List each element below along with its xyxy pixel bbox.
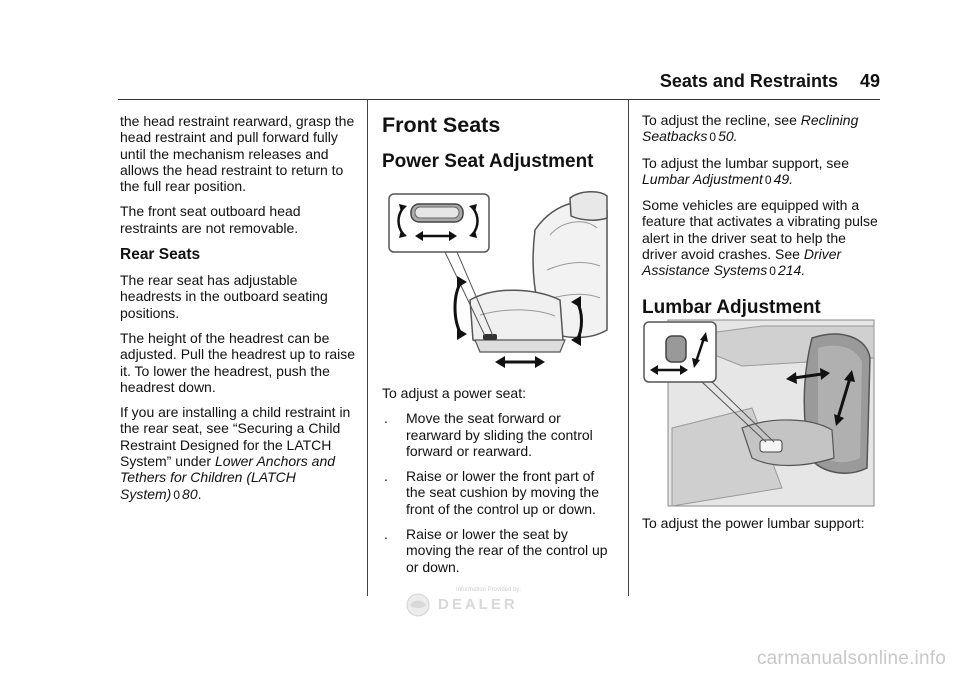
paragraph [120, 404, 360, 503]
column-2-body [382, 385, 614, 584]
page-ref-number[interactable]: 80 [182, 485, 198, 502]
page-ref-symbol: 0 [769, 264, 776, 279]
page-ref-symbol: 0 [709, 130, 717, 145]
cross-reference-link[interactable]: Driver Assistance Systems [642, 246, 842, 279]
list-item-text: Raise or lower the seat by moving the rear of the control up or down. [406, 526, 608, 575]
page-ref-symbol: 0 [173, 487, 181, 502]
paragraph: the head restraint rearward, grasp the head restraint and pull forward fully until the mechanism releases and allows the head restraint to return to the full rear position. [120, 113, 355, 195]
heading-lumbar-adjustment: Lumbar Adjustment [642, 296, 821, 318]
paragraph-text: Some vehicles are equipped with a feature that activates a vibrating pulse alert in the driver seat to help the driver avoid crashes. See [642, 197, 878, 263]
column-3 [642, 112, 880, 334]
lumbar-adjustment-illustration [642, 318, 876, 508]
paragraph-text: To adjust the lumbar support, see [642, 154, 850, 171]
paragraph [642, 197, 880, 279]
heading-front-seats: Front Seats [382, 113, 501, 137]
list-item [382, 526, 614, 575]
section-title: Seats and Restraints [659, 71, 838, 91]
page-ref-number[interactable]: 49 [773, 170, 790, 187]
page-header [622, 71, 880, 92]
period: . [801, 262, 806, 279]
period: . [733, 128, 738, 145]
paragraph: The height of the headrest can be adjusted. Pull the headrest up to raise it. To lower the headrest, push the headrest down. [120, 329, 356, 395]
bullet-mark: . [384, 468, 388, 485]
page-ref-symbol: 0 [764, 172, 772, 187]
watermark-caption: Information Provided by: [456, 587, 522, 593]
site-watermark: carmanualsonline.info [756, 648, 946, 669]
list-item-text: Raise or lower the front part of the seat cushion by moving the front of the control up or down. [406, 468, 600, 517]
page-ref-number[interactable]: 214 [777, 262, 802, 279]
period: . [197, 485, 202, 502]
paragraph-text: If you are installing a child restraint in the rear seat, see “Securing a Child Restraint Designed for the LATCH System” under [120, 404, 351, 470]
bullet-mark: . [384, 410, 388, 427]
heading-power-seat-adjustment: Power Seat Adjustment [382, 151, 594, 172]
list-item-text: Move the seat forward or rearward by sliding the control forward or rearward. [406, 410, 593, 459]
page-ref-number[interactable]: 50 [718, 128, 734, 145]
paragraph [642, 155, 880, 189]
paragraph-text: To adjust the recline, see [642, 112, 801, 128]
header-rule [118, 99, 880, 100]
watermark-brand: DEALER [438, 596, 518, 613]
period: . [789, 170, 794, 187]
bullet-mark: . [384, 526, 388, 543]
heading-rear-seats: Rear Seats [120, 246, 201, 264]
cross-reference-link[interactable]: Reclining Seatbacks [642, 112, 859, 145]
paragraph: To adjust a power seat: [382, 385, 526, 401]
paragraph: The rear seat has adjustable headrests in the outboard seating positions. [120, 272, 328, 321]
column-divider-right [628, 100, 629, 596]
column-3-body [642, 515, 880, 540]
column-1 [120, 113, 360, 512]
column-2 [382, 112, 614, 188]
page-number: 49 [859, 71, 880, 91]
cross-reference-link[interactable]: Lower Anchors and Tethers for Children (LATCH System) [120, 453, 336, 502]
cross-reference-link[interactable]: Lumbar Adjustment [642, 170, 763, 187]
power-seat-illustration [385, 190, 611, 375]
list-item [382, 468, 614, 517]
dealer-watermark-logo [404, 583, 554, 623]
column-divider-left [367, 100, 368, 596]
list-item [382, 410, 614, 459]
paragraph: To adjust the power lumbar support: [642, 515, 865, 531]
paragraph: The front seat outboard head restraints are not removable. [120, 203, 301, 236]
paragraph [642, 112, 880, 146]
